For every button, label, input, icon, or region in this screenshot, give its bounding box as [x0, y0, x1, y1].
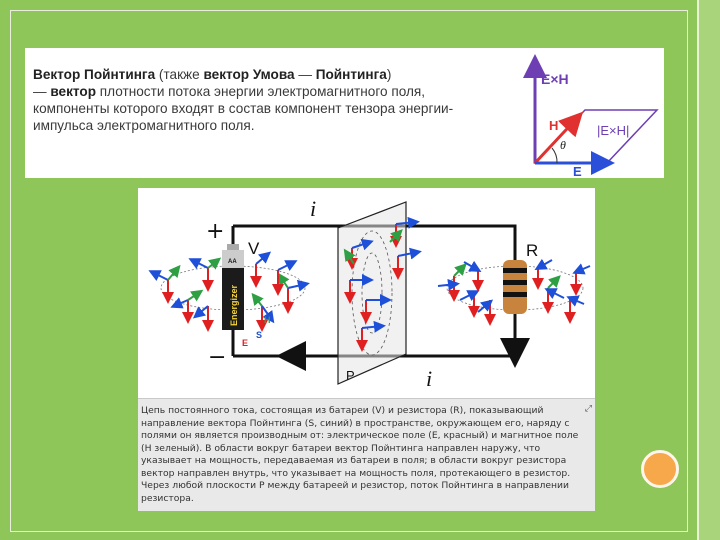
right-decorative-bar	[697, 0, 720, 540]
resistor-band-1	[503, 268, 527, 273]
dash: —	[294, 67, 316, 82]
battery-size: AA	[228, 259, 237, 265]
caption-box	[138, 398, 595, 511]
label-e: E	[573, 164, 582, 178]
label-e-red: E	[242, 338, 249, 348]
label-h-green: H	[264, 315, 271, 325]
theta-arc	[552, 148, 557, 163]
word-vector: вектор	[50, 84, 97, 99]
battery-terminal	[227, 244, 239, 250]
circuit-figure	[138, 188, 595, 510]
label-i-top: i	[310, 196, 317, 221]
orange-circle-decoration	[641, 450, 679, 488]
resistor-band-3	[503, 292, 527, 297]
definition-text	[33, 66, 473, 134]
label-p: P	[346, 368, 355, 383]
label-h: H	[549, 118, 559, 133]
label-theta: θ	[560, 138, 566, 152]
label-i-bottom: i	[426, 366, 433, 391]
label-v: V	[248, 239, 260, 258]
enlarge-icon[interactable]: ⤢	[584, 403, 592, 413]
term-poynting-2: Пойнтинга	[315, 67, 387, 82]
label-exh: E×H	[541, 71, 569, 87]
figure-caption: Цепь постоянного тока, состоящая из батареи (V) и резистора (R), показывающий направление вектора Пойнтинга (S, синий) в пространстве, окружающем его, наряду с полями он является производным от: электрическое поле (E, красный) и магнитное поле (H зеленый). В области вокруг батареи вектор Пойнтинга направлен наружу, что указывает на мощность, передаваемая из батареи в поля; в области вокруг резистора вектор направлен внутрь, что указывает на мощность поля, протекающего в резистор. Через любой плоскости P между батареей и резистор, поток Пойнтинга в направлении резистора.	[141, 405, 579, 504]
term-umov: вектор Умова	[203, 67, 295, 82]
resistor-band-2	[503, 280, 527, 285]
label-s-blue: S	[256, 330, 263, 340]
circuit-illustration	[138, 188, 595, 398]
label-minus: −	[208, 345, 227, 370]
label-r: R	[526, 241, 539, 260]
label-plus: +	[206, 219, 225, 244]
battery-brand: Energizer	[229, 284, 239, 326]
cross-product-diagram	[497, 48, 664, 178]
term-poynting: Вектор Пойнтинга	[33, 67, 156, 82]
paren-close: )	[386, 67, 392, 82]
paren-open: (также	[155, 67, 204, 82]
dash-2: —	[33, 84, 51, 99]
label-abs-exh: |E×H|	[597, 123, 630, 138]
definition-panel	[25, 48, 664, 178]
definition-rest: плотности потока энергии электромагнитного поля, компоненты которого входят в состав компонент тензора энергии-импульса электромагнитного поля.	[33, 84, 454, 133]
